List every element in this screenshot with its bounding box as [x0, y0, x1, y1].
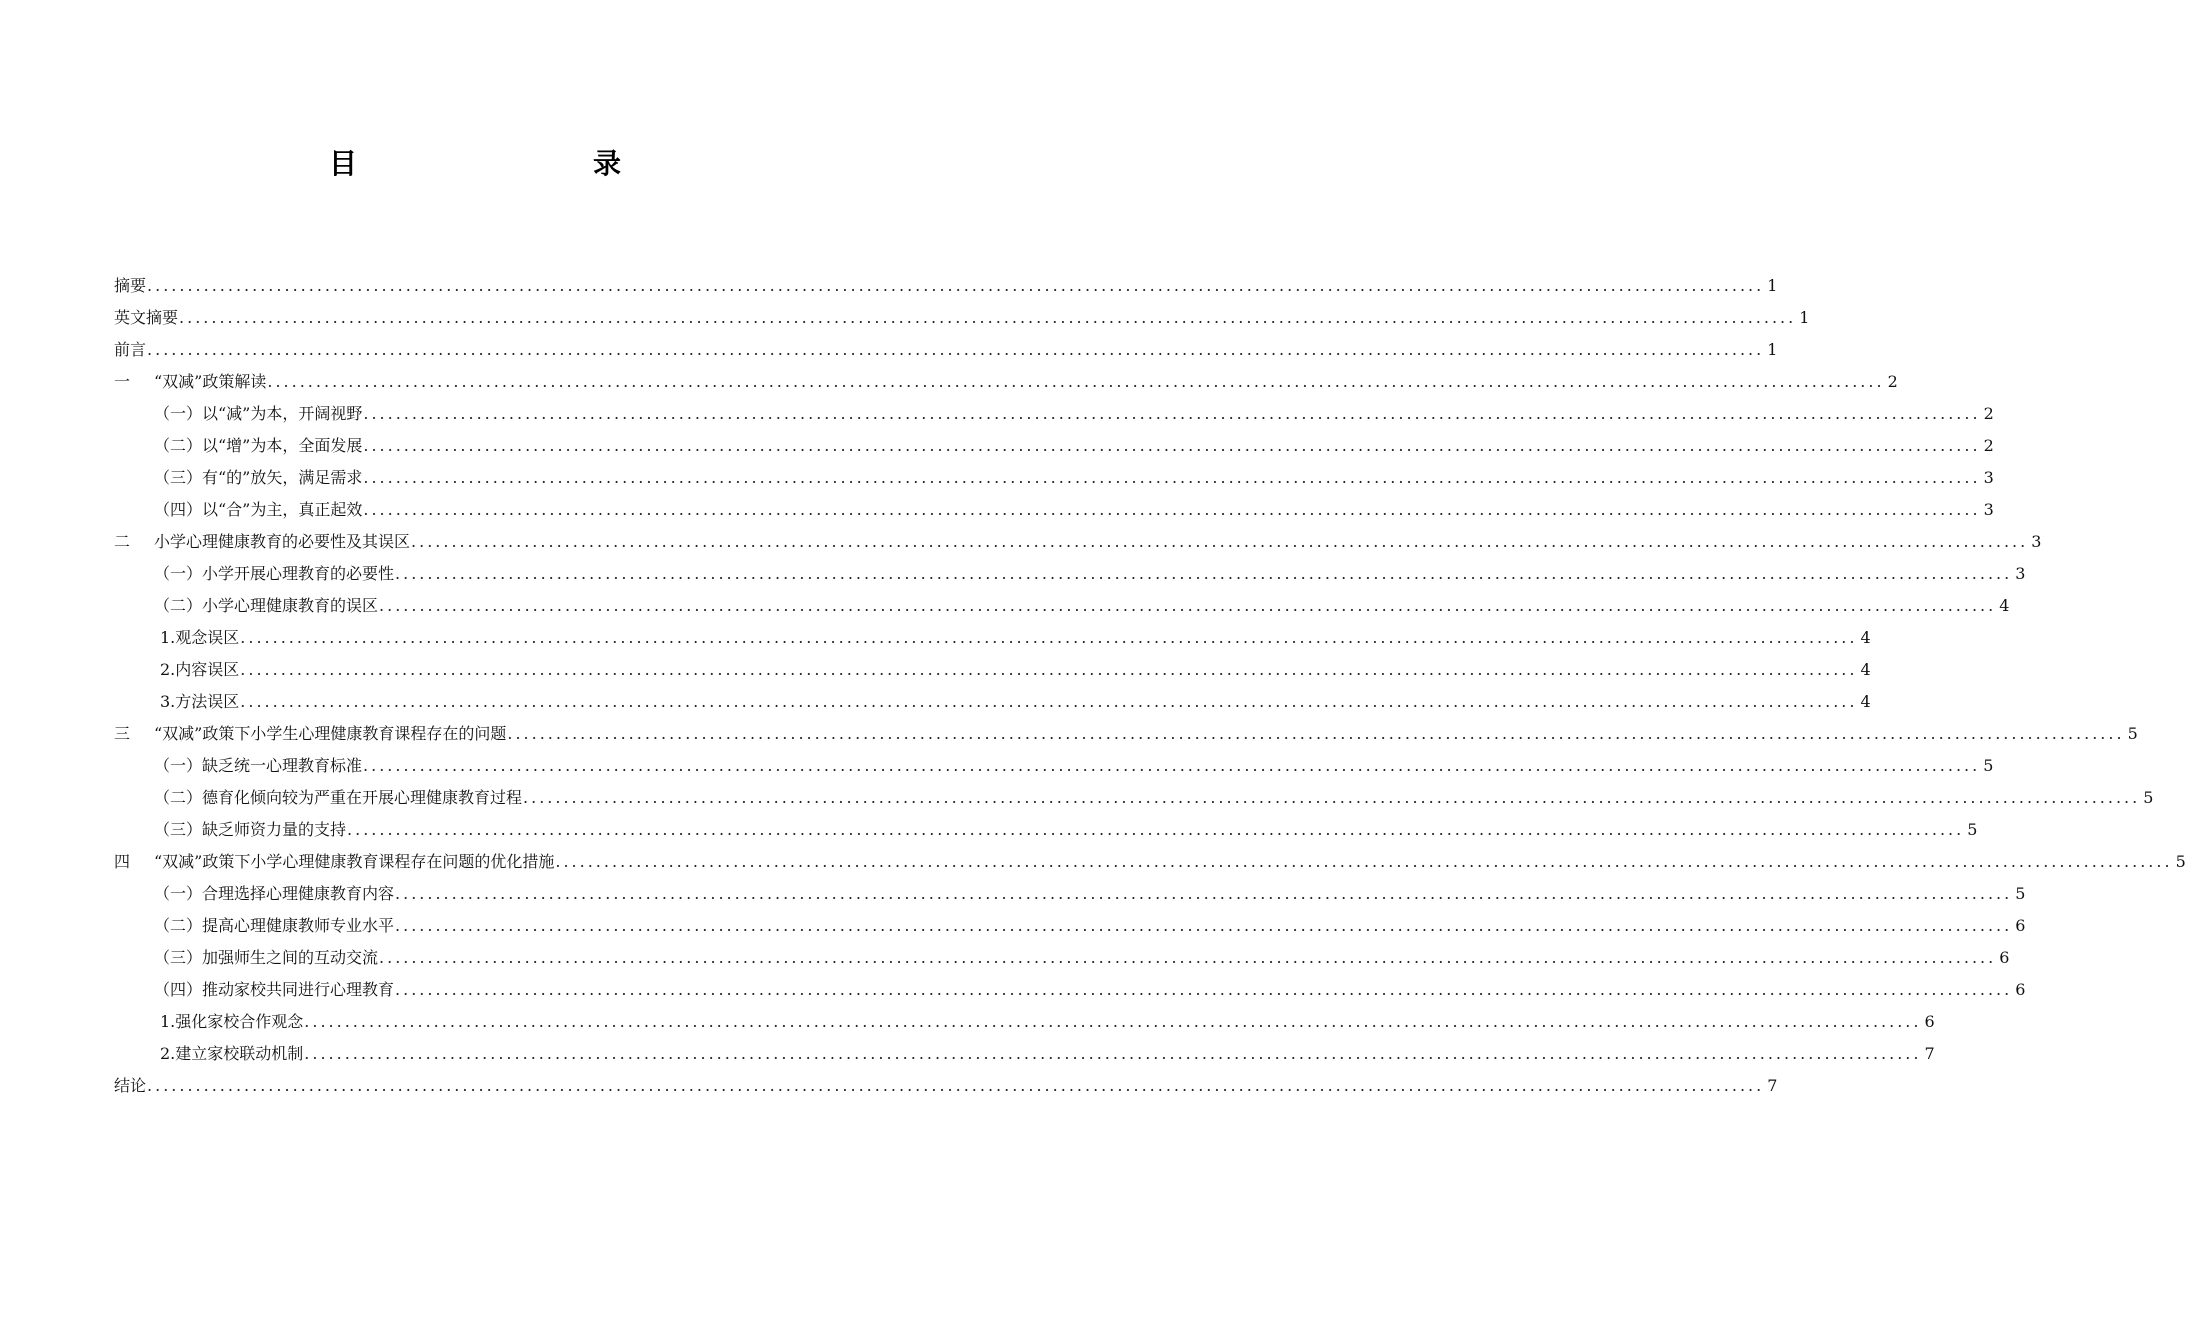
toc-entry[interactable]: [114, 558, 2026, 590]
toc-leader-dots: ........................................................................................................................................................................................................: [363, 500, 1981, 519]
toc-leader-dots: ........................................................................................................................................................................................................: [240, 660, 1858, 679]
toc-entry[interactable]: [114, 1070, 1778, 1102]
toc-entry[interactable]: [114, 1006, 1935, 1038]
toc-leader-dots: ........................................................................................................................................................................................................: [240, 692, 1858, 711]
toc-leader-dots: ........................................................................................................................................................................................................: [379, 596, 1997, 615]
toc-entry-page-number: 4: [1860, 692, 1871, 711]
toc-leader-dots: ........................................................................................................................................................................................................: [363, 404, 1981, 423]
toc-entry[interactable]: [114, 718, 2138, 750]
toc-entry-page-number: 5: [1983, 756, 1994, 775]
toc-entry-label: （三）加强师生之间的互动交流: [154, 948, 379, 967]
toc-entry-page-number: 5: [1967, 820, 1978, 839]
toc-leader-dots: ........................................................................................................................................................................................................: [147, 1076, 1765, 1095]
toc-entry[interactable]: [114, 302, 1810, 334]
toc-entry-label: （一）缺乏统一心理教育标准: [154, 756, 363, 775]
toc-entry[interactable]: [114, 686, 1871, 718]
toc-entry[interactable]: [114, 942, 2010, 974]
toc-leader-dots: ........................................................................................................................................................................................................: [395, 564, 2013, 583]
toc-leader-dots: ........................................................................................................................................................................................................: [507, 724, 2125, 743]
toc-entry[interactable]: [114, 398, 1994, 430]
toc-entry[interactable]: [114, 366, 1898, 398]
toc-entry-label: （一）小学开展心理教育的必要性: [154, 564, 395, 583]
toc-entry[interactable]: [114, 1038, 1935, 1070]
toc-entry-page-number: 1: [1767, 276, 1778, 295]
toc-leader-dots: ........................................................................................................................................................................................................: [363, 468, 1981, 487]
toc-entry[interactable]: [114, 750, 1994, 782]
toc-entry-label: 结论: [114, 1076, 147, 1095]
toc-entry[interactable]: [114, 590, 2010, 622]
toc-entry-page-number: 5: [2175, 852, 2186, 871]
toc-entry[interactable]: [114, 782, 2154, 814]
toc-entry-label: 英文摘要: [114, 308, 179, 327]
toc-entry-page-number: 1: [1799, 308, 1810, 327]
toc-entry-label: （一）以“减”为本，开阔视野: [154, 404, 363, 423]
toc-entry-number: 二: [114, 532, 131, 551]
toc-entry-label: （二）德育化倾向较为严重在开展心理健康教育过程: [154, 788, 523, 807]
toc-entry-page-number: 5: [2015, 884, 2026, 903]
toc-leader-dots: ........................................................................................................................................................................................................: [179, 308, 1797, 327]
toc-entry-page-number: 5: [2143, 788, 2154, 807]
toc-entry-page-number: 4: [1860, 660, 1871, 679]
toc-entry-label: “双减”政策下小学生心理健康教育课程存在的问题: [154, 724, 507, 743]
toc-entry-page-number: 1: [1767, 340, 1778, 359]
toc-leader-dots: ........................................................................................................................................................................................................: [555, 852, 2173, 871]
toc-entry-label: 小学心理健康教育的必要性及其误区: [154, 532, 411, 551]
toc-entry[interactable]: [114, 526, 2042, 558]
toc-entry-label: 1.观念误区: [160, 628, 240, 647]
toc-entry-number: 四: [114, 852, 131, 871]
toc-entry-label: （二）提高心理健康教师专业水平: [154, 916, 395, 935]
toc-entry-page-number: 3: [1983, 500, 1994, 519]
toc-entry-page-number: 2: [1887, 372, 1898, 391]
toc-leader-dots: ........................................................................................................................................................................................................: [363, 436, 1981, 455]
toc-entry[interactable]: [114, 334, 1778, 366]
toc-entry-page-number: 7: [1767, 1076, 1778, 1095]
toc-entry[interactable]: [114, 430, 1994, 462]
toc-entry-label: 前言: [114, 340, 147, 359]
toc-entry[interactable]: [114, 622, 1871, 654]
toc-entry[interactable]: [114, 910, 2026, 942]
toc-entry-label: （二）小学心理健康教育的误区: [154, 596, 379, 615]
toc-entry-page-number: 3: [2015, 564, 2026, 583]
toc-entry-label: （三）缺乏师资力量的支持: [154, 820, 347, 839]
toc-leader-dots: ........................................................................................................................................................................................................: [240, 628, 1858, 647]
toc-entry-page-number: 6: [2015, 980, 2026, 999]
table-of-contents: [114, 270, 2186, 1102]
toc-entry-label: “双减”政策下小学心理健康教育课程存在问题的优化措施: [154, 852, 555, 871]
toc-entry-label: （四）以“合”为主，真正起效: [154, 500, 363, 519]
toc-entry[interactable]: [114, 846, 2186, 878]
toc-entry[interactable]: [114, 494, 1994, 526]
toc-leader-dots: ........................................................................................................................................................................................................: [267, 372, 1885, 391]
toc-entry-page-number: 7: [1924, 1044, 1935, 1063]
toc-entry-label: 3.方法误区: [160, 692, 240, 711]
toc-entry[interactable]: [114, 654, 1871, 686]
toc-entry-label: 1.强化家校合作观念: [160, 1012, 304, 1031]
toc-entry-label: （二）以“增”为本，全面发展: [154, 436, 363, 455]
toc-leader-dots: ........................................................................................................................................................................................................: [147, 276, 1765, 295]
toc-entry-page-number: 6: [1924, 1012, 1935, 1031]
toc-leader-dots: ........................................................................................................................................................................................................: [411, 532, 2029, 551]
toc-leader-dots: ........................................................................................................................................................................................................: [523, 788, 2141, 807]
toc-entry-label: （三）有“的”放矢，满足需求: [154, 468, 363, 487]
toc-leader-dots: ........................................................................................................................................................................................................: [347, 820, 1965, 839]
toc-leader-dots: ........................................................................................................................................................................................................: [304, 1044, 1922, 1063]
toc-leader-dots: ........................................................................................................................................................................................................: [363, 756, 1981, 775]
toc-leader-dots: ........................................................................................................................................................................................................: [395, 980, 2013, 999]
toc-entry[interactable]: [114, 462, 1994, 494]
toc-entry-label: 2.建立家校联动机制: [160, 1044, 304, 1063]
toc-entry-page-number: 2: [1983, 436, 1994, 455]
toc-leader-dots: ........................................................................................................................................................................................................: [304, 1012, 1922, 1031]
toc-entry-label: （四）推动家校共同进行心理教育: [154, 980, 395, 999]
toc-entry-page-number: 4: [1999, 596, 2010, 615]
toc-entry-page-number: 2: [1983, 404, 1994, 423]
toc-entry-page-number: 4: [1860, 628, 1871, 647]
toc-entry-page-number: 3: [1983, 468, 1994, 487]
toc-entry[interactable]: [114, 814, 1978, 846]
toc-leader-dots: ........................................................................................................................................................................................................: [395, 884, 2013, 903]
toc-entry-page-number: 5: [2127, 724, 2138, 743]
page-title: 目 录: [328, 147, 681, 180]
toc-entry-number: 一: [114, 372, 131, 391]
toc-entry[interactable]: [114, 270, 1778, 302]
toc-leader-dots: ........................................................................................................................................................................................................: [147, 340, 1765, 359]
toc-entry-page-number: 6: [1999, 948, 2010, 967]
toc-entry-label: 摘要: [114, 276, 147, 295]
toc-entry-page-number: 6: [2015, 916, 2026, 935]
toc-entry[interactable]: [114, 878, 2026, 910]
toc-entry-number: 三: [114, 724, 131, 743]
toc-leader-dots: ........................................................................................................................................................................................................: [379, 948, 1997, 967]
toc-leader-dots: ........................................................................................................................................................................................................: [395, 916, 2013, 935]
toc-entry-label: （一）合理选择心理健康教育内容: [154, 884, 395, 903]
toc-entry-label: 2.内容误区: [160, 660, 240, 679]
toc-entry-label: “双减”政策解读: [154, 372, 267, 391]
toc-entry[interactable]: [114, 974, 2026, 1006]
toc-entry-page-number: 3: [2031, 532, 2042, 551]
